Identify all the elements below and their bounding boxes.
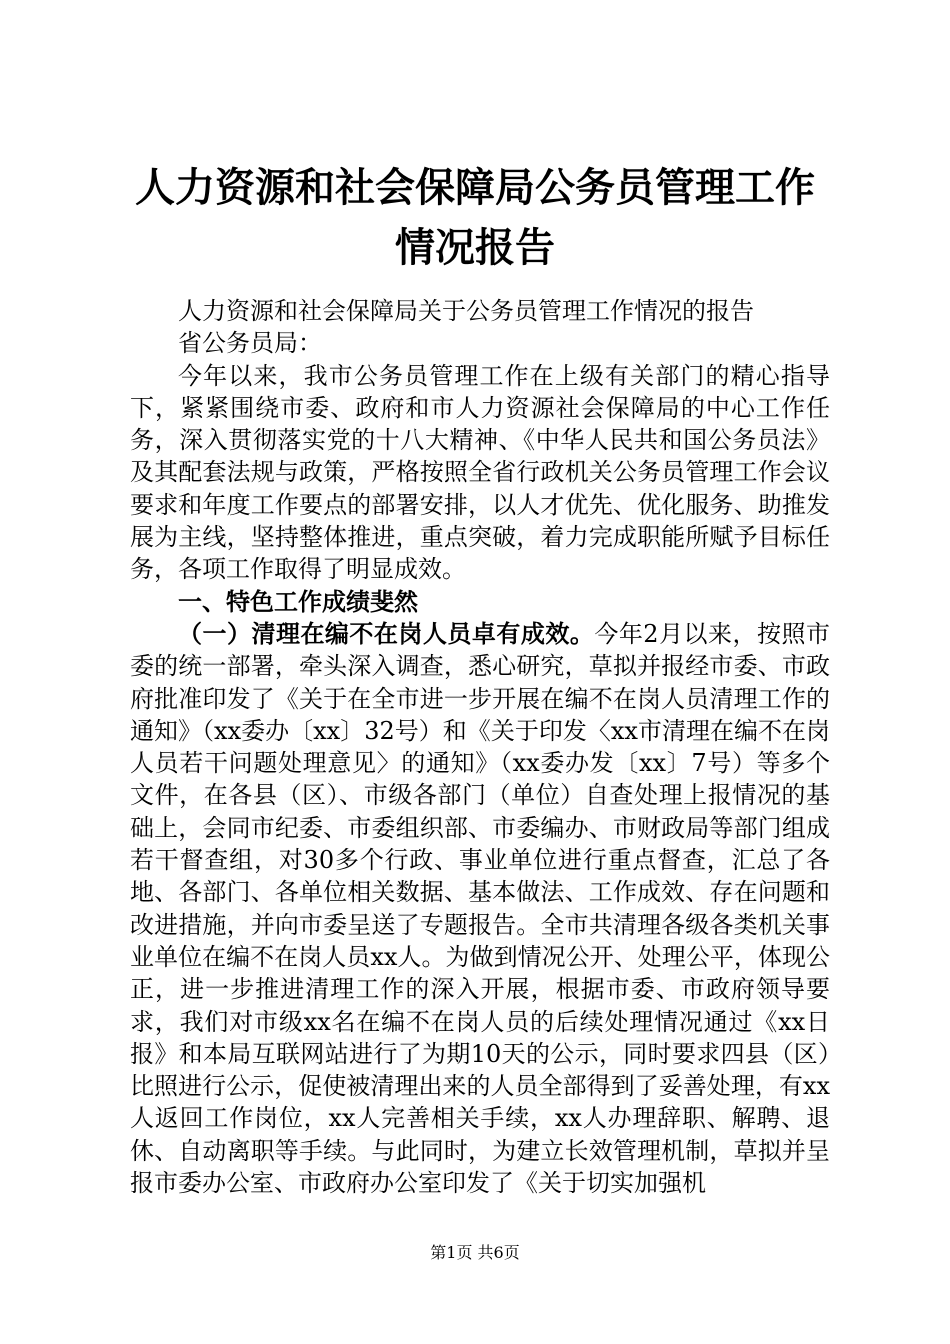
report-heading: 人力资源和社会保障局关于公务员管理工作情况的报告 bbox=[178, 297, 754, 325]
document-title: 人力资源和社会保障局公务员管理工作情况报告 bbox=[135, 165, 815, 271]
subsection-paragraph bbox=[130, 618, 830, 1199]
addressee: 省公务员局： bbox=[178, 329, 322, 358]
intro-paragraph: 今年以来，我市公务员管理工作在上级有关部门的精心指导下，紧紧围绕市委、政府和市人力资源社会保障局的中心工作任务，深入贯彻落实党的十八大精神、《中华人民共和国公务员法》及其配套法规与政策，严格按照全省行政机关公务员管理工作会议要求和年度工作要点的部署安排，以人才优先、优化服务、助推发展为主线，坚持整体推进，重点突破，着力完成职能所赋予目标任务，各项工作取得了明显成效。 bbox=[130, 361, 830, 584]
subsection-heading: （一）清理在编不在岗人员卓有成效。 bbox=[178, 619, 595, 648]
page-footer: 第1页 共6页 bbox=[430, 1243, 520, 1262]
section-heading: 一、特色工作成绩斐然 bbox=[178, 587, 418, 616]
subsection-body: 今年2月以来，按照市委的统一部署，牵头深入调查，悉心研究，草拟并报经市委、市政府批准印发了《关于在全市进一步开展在编不在岗人员清理工作的通知》（xx委办〔xx〕32号）和《关于印发〈xx市清理在编不在岗人员若干问题处理意见〉的通知》（xx委办发〔xx〕7号）等多个文件，在各县（区）、市级各部门（单位）自查处理上报情况的基础上，会同市纪委、市委组织部、市委编办、市财政局等部门组成若干督查组，对30多个行政、事业单位进行重点督查，汇总了各地、各部门、各单位相关数据、基本做法、工作成效、存在问题和改进措施，并向市委呈送了专题报告。全市共清理各级各类机关事业单位在编不在岗人员xx人。为做到情况公开、处理公平，体现公正，进一步推进清理工作的深入开展，根据市委、市政府领导要求，我们对市级xx名在编不在岗人员的后续处理情况通过《xx日报》和本局互联网站进行了为期10天的公示，同时要求四县（区）比照进行公示，促使被清理出来的人员全部得到了妥善处理，有xx人返回工作岗位，xx人完善相关手续，xx人办理辞职、解聘、退休、自动离职等手续。与此同时，为建立长效管理机制，草拟并呈报市委办公室、市政府办公室印发了《关于切实加强机 bbox=[130, 619, 830, 1198]
document-body bbox=[130, 295, 830, 1199]
